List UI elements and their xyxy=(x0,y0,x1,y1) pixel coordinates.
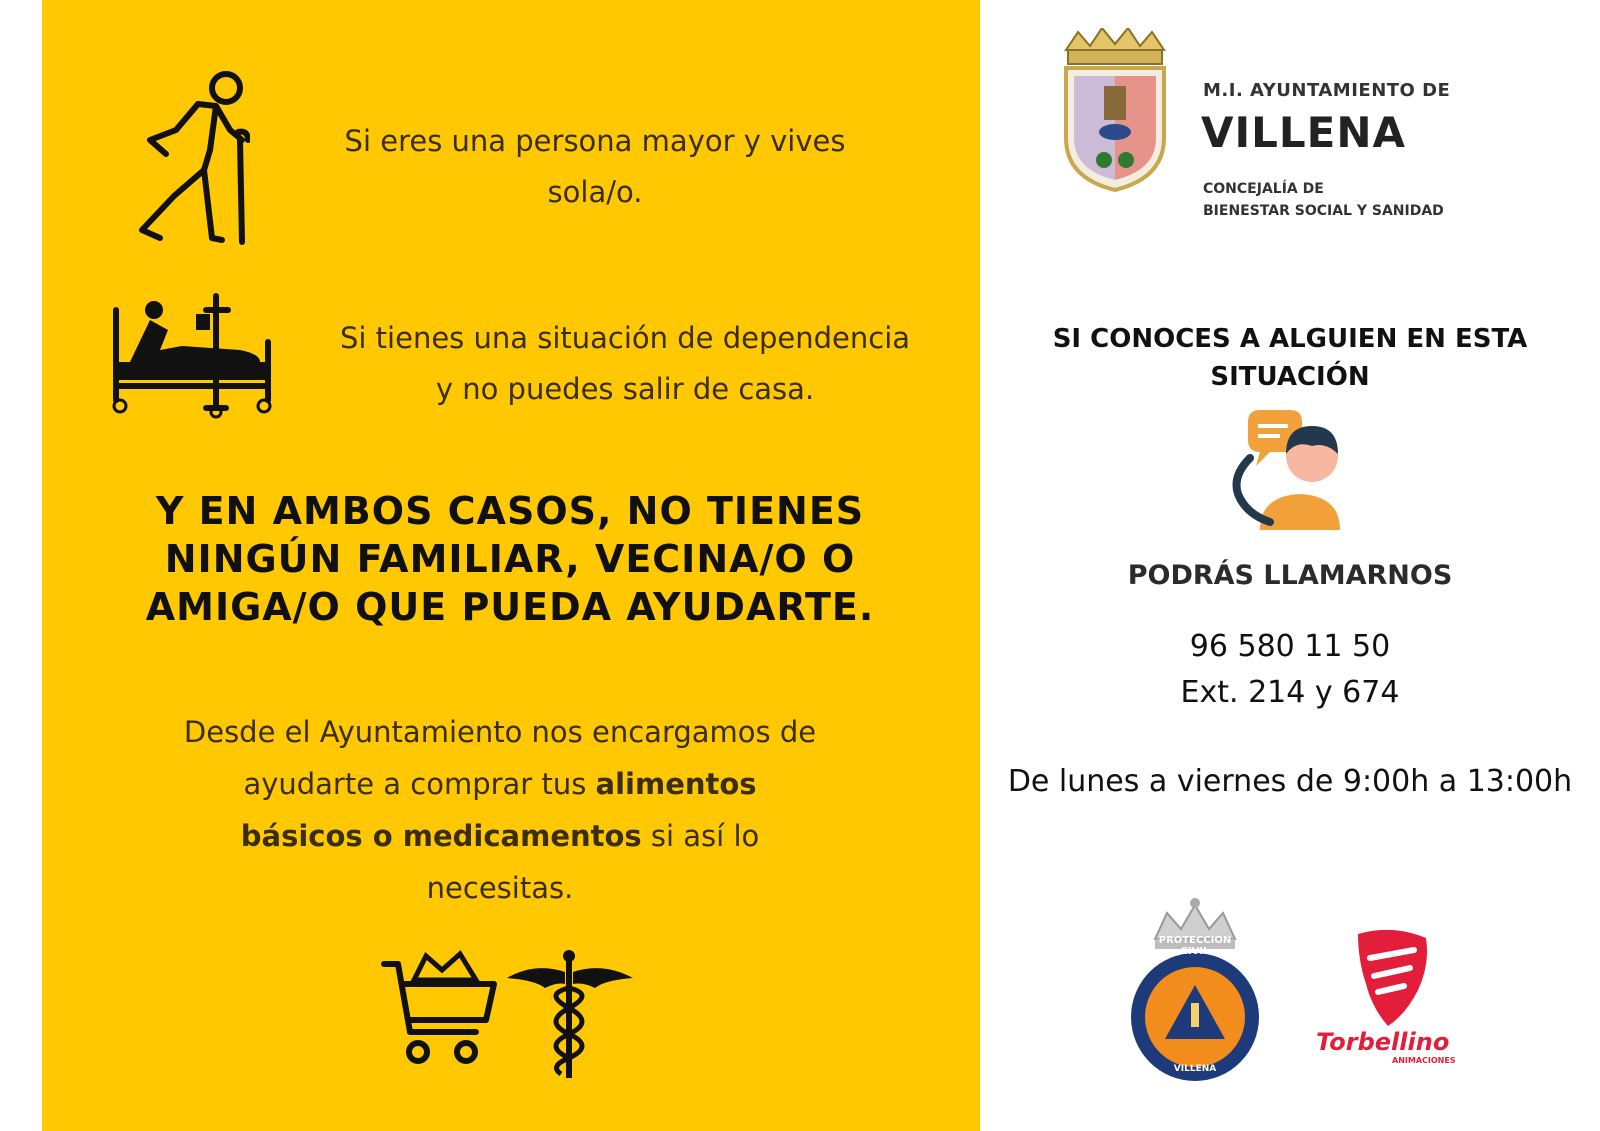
dependency-text: Si tienes una situación de dependencia y no puedes salir de casa. xyxy=(339,321,911,406)
phone-number xyxy=(1030,624,1550,716)
desc-part-a: Desde el Ayuntamiento nos encargamos de ayudarte a comprar tus xyxy=(183,715,817,801)
logo-line4: BIENESTAR SOCIAL Y SANIDAD xyxy=(1203,203,1444,219)
desc-bold: alimentos básicos o medicamentos xyxy=(240,767,757,853)
villena-crest-logo xyxy=(1060,28,1170,198)
shopping-cart-icon xyxy=(380,950,500,1070)
torbellino-name: Torbellino xyxy=(1316,1028,1450,1056)
hospital-bed-icon xyxy=(110,290,280,420)
headline: Y EN AMBOS CASOS, NO TIENES NINGÚN FAMILIAR, VECINA/O O AMIGA/O QUE PUEDA AYUDARTE. xyxy=(145,489,875,629)
phone-ext: Ext. 214 y 674 xyxy=(1180,675,1400,710)
caduceus-icon xyxy=(505,948,635,1083)
logo-line3: CONCEJALÍA DE xyxy=(1203,181,1324,197)
proteccion-civil-logo xyxy=(1125,895,1265,1085)
call-us: PODRÁS LLAMARNOS xyxy=(1127,560,1453,591)
logo-concejalia xyxy=(1203,178,1444,222)
description xyxy=(180,706,820,914)
civil-top-text: PROTECCION CIVIL xyxy=(1158,935,1232,957)
logo-line1: M.I. AYUNTAMIENTO DE xyxy=(1203,80,1451,101)
hours: De lunes a viernes de 9:00h a 13:00h xyxy=(1007,764,1573,799)
torbellino-sub: ANIMACIONES xyxy=(1392,1056,1456,1065)
desc-part-c: si así lo necesitas. xyxy=(426,819,760,905)
phone-person-icon xyxy=(1230,410,1360,530)
phone-main: 96 580 11 50 xyxy=(1189,629,1391,664)
right-title: SI CONOCES A ALGUIEN EN ESTA SITUACIÓN xyxy=(1052,324,1528,392)
civil-bottom-text: VILLENA xyxy=(1173,1064,1217,1074)
torbellino-logo xyxy=(1352,928,1432,1028)
logo-villena: VILLENA xyxy=(1201,108,1407,157)
elderly-person-icon xyxy=(130,70,250,250)
elderly-text: Si eres una persona mayor y vives sola/o. xyxy=(344,124,846,209)
